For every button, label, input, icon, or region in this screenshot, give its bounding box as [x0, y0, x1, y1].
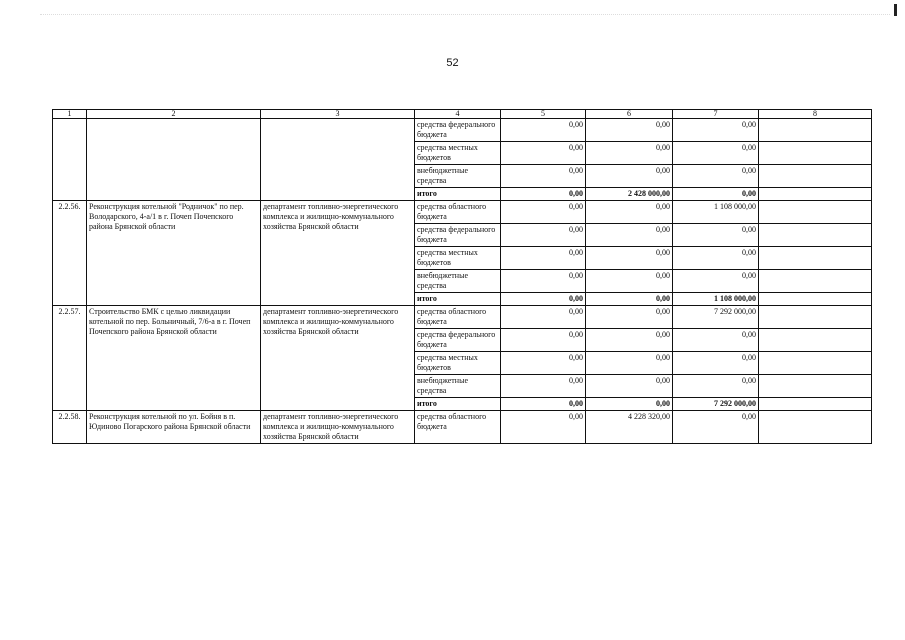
amount-c6: 0,00 — [586, 293, 673, 306]
amount-c7: 0,00 — [673, 224, 759, 247]
funding-source: средства местных бюджетов — [415, 247, 501, 270]
entry-name: Реконструкция котельной "Родничок" по пер. Володарского, 4-а/1 в г. Почеп Почепского района Брянской области — [87, 201, 261, 306]
amount-c5: 0,00 — [501, 411, 586, 444]
budget-table — [52, 109, 872, 444]
notes-cell — [759, 398, 872, 411]
funding-source: средства местных бюджетов — [415, 142, 501, 165]
notes-cell — [759, 188, 872, 201]
amount-c5: 0,00 — [501, 329, 586, 352]
amount-c7: 1 108 000,00 — [673, 201, 759, 224]
entry-code: 2.2.58. — [53, 411, 87, 444]
amount-c5: 0,00 — [501, 142, 586, 165]
entry-executor: департамент топливно-энергетического комплекса и жилищно-коммунального хозяйства Брянской области — [261, 306, 415, 411]
funding-source: внебюджетные средства — [415, 375, 501, 398]
amount-c7: 0,00 — [673, 411, 759, 444]
amount-c7: 0,00 — [673, 329, 759, 352]
amount-c5: 0,00 — [501, 293, 586, 306]
entry-code: 2.2.56. — [53, 201, 87, 306]
amount-c6: 0,00 — [586, 329, 673, 352]
amount-c7: 0,00 — [673, 247, 759, 270]
column-header: 3 — [261, 110, 415, 119]
amount-c7: 1 108 000,00 — [673, 293, 759, 306]
amount-c5: 0,00 — [501, 119, 586, 142]
entry-name: Строительство БМК с целью ликвидации котельной по пер. Больничный, 7/6-а в г. Почеп Почепского района Брянской области — [87, 306, 261, 411]
entry-name: Реконструкция котельной по ул. Бойня в п. Юдиново Погарского района Брянской области — [87, 411, 261, 444]
funding-source: внебюджетные средства — [415, 270, 501, 293]
scan-noise — [40, 14, 890, 23]
amount-c6: 0,00 — [586, 165, 673, 188]
table-row — [53, 201, 872, 224]
funding-source: средства областного бюджета — [415, 411, 501, 444]
funding-source: средства федерального бюджета — [415, 119, 501, 142]
notes-cell — [759, 375, 872, 398]
amount-c6: 0,00 — [586, 352, 673, 375]
notes-cell — [759, 201, 872, 224]
column-header: 5 — [501, 110, 586, 119]
amount-c7: 0,00 — [673, 119, 759, 142]
name-cell — [87, 119, 261, 201]
notes-cell — [759, 119, 872, 142]
entry-code: 2.2.57. — [53, 306, 87, 411]
notes-cell — [759, 224, 872, 247]
funding-source: итого — [415, 398, 501, 411]
column-header: 8 — [759, 110, 872, 119]
column-header-row — [53, 110, 872, 119]
amount-c6: 0,00 — [586, 398, 673, 411]
amount-c7: 0,00 — [673, 352, 759, 375]
amount-c6: 0,00 — [586, 247, 673, 270]
column-header: 7 — [673, 110, 759, 119]
amount-c6: 0,00 — [586, 306, 673, 329]
amount-c5: 0,00 — [501, 398, 586, 411]
table-row — [53, 119, 872, 142]
column-header: 6 — [586, 110, 673, 119]
notes-cell — [759, 270, 872, 293]
funding-source: средства федерального бюджета — [415, 224, 501, 247]
funding-source: внебюджетные средства — [415, 165, 501, 188]
funding-source: итого — [415, 188, 501, 201]
notes-cell — [759, 329, 872, 352]
funding-source: итого — [415, 293, 501, 306]
amount-c7: 7 292 000,00 — [673, 398, 759, 411]
amount-c7: 0,00 — [673, 375, 759, 398]
page-number: 52 — [446, 57, 459, 69]
column-header: 4 — [415, 110, 501, 119]
amount-c5: 0,00 — [501, 224, 586, 247]
amount-c5: 0,00 — [501, 165, 586, 188]
amount-c6: 2 428 000,00 — [586, 188, 673, 201]
amount-c7: 7 292 000,00 — [673, 306, 759, 329]
amount-c5: 0,00 — [501, 247, 586, 270]
funding-source: средства федерального бюджета — [415, 329, 501, 352]
notes-cell — [759, 247, 872, 270]
amount-c7: 0,00 — [673, 270, 759, 293]
table-row — [53, 306, 872, 329]
entry-executor: департамент топливно-энергетического комплекса и жилищно-коммунального хозяйства Брянской области — [261, 411, 415, 444]
amount-c6: 0,00 — [586, 270, 673, 293]
amount-c5: 0,00 — [501, 188, 586, 201]
amount-c5: 0,00 — [501, 375, 586, 398]
amount-c6: 0,00 — [586, 142, 673, 165]
amount-c7: 0,00 — [673, 165, 759, 188]
notes-cell — [759, 142, 872, 165]
notes-cell — [759, 306, 872, 329]
amount-c5: 0,00 — [501, 352, 586, 375]
funding-source: средства местных бюджетов — [415, 352, 501, 375]
column-header: 2 — [87, 110, 261, 119]
amount-c6: 0,00 — [586, 224, 673, 247]
amount-c5: 0,00 — [501, 270, 586, 293]
amount-c6: 4 228 320,00 — [586, 411, 673, 444]
code-cell — [53, 119, 87, 201]
notes-cell — [759, 293, 872, 306]
funding-source: средства областного бюджета — [415, 306, 501, 329]
funding-source: средства областного бюджета — [415, 201, 501, 224]
amount-c6: 0,00 — [586, 119, 673, 142]
amount-c7: 0,00 — [673, 142, 759, 165]
executor-cell — [261, 119, 415, 201]
entry-executor: департамент топливно-энергетического комплекса и жилищно-коммунального хозяйства Брянской области — [261, 201, 415, 306]
amount-c7: 0,00 — [673, 188, 759, 201]
amount-c5: 0,00 — [501, 306, 586, 329]
notes-cell — [759, 165, 872, 188]
column-header: 1 — [53, 110, 87, 119]
amount-c6: 0,00 — [586, 375, 673, 398]
amount-c6: 0,00 — [586, 201, 673, 224]
table-row — [53, 411, 872, 444]
notes-cell — [759, 411, 872, 444]
notes-cell — [759, 352, 872, 375]
amount-c5: 0,00 — [501, 201, 586, 224]
scan-mark — [894, 4, 897, 16]
